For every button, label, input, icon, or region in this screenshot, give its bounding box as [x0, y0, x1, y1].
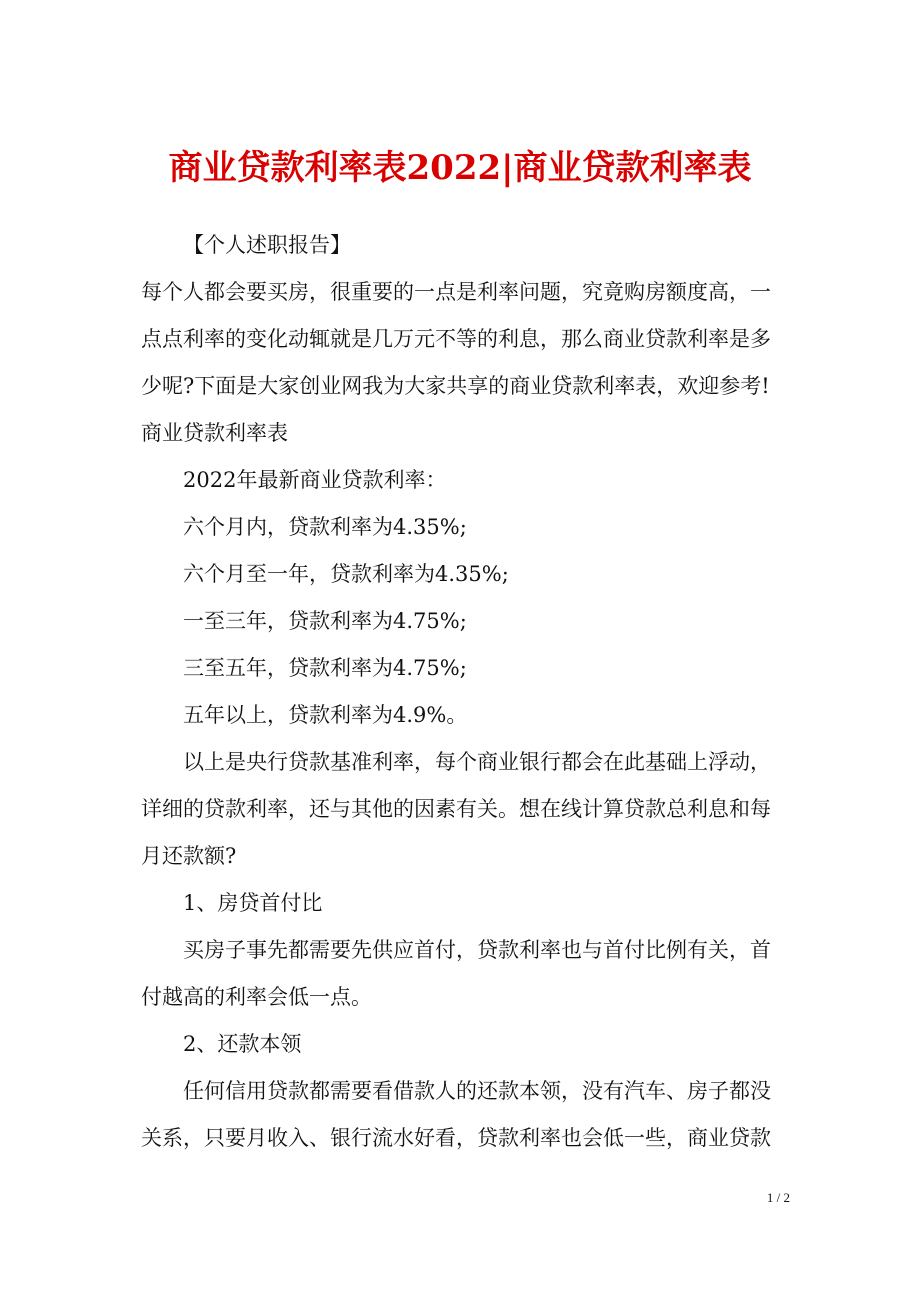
- paragraph-section-1-body: 买房子事先都需要先供应首付，贷款利率也与首付比例有关，首付越高的利率会低一点。: [141, 938, 771, 1009]
- paragraph-intro: 每个人都会要买房，很重要的一点是利率问题，究竟购房额度高，一点点利率的变化动辄就是几万元不等的利息，那么商业贷款利率是多少呢?下面是大家创业网我为大家共享的商业贷款利率表，欢迎参考!: [141, 280, 771, 398]
- document-title: 商业贷款利率表2022|商业贷款利率表: [168, 148, 752, 188]
- paragraph-rate-6-months: 六个月内，贷款利率为4.35%;: [183, 515, 467, 539]
- paragraph-rate-1-3-years: 一至三年，贷款利率为4.75%;: [183, 609, 467, 633]
- paragraph-rate-over-5-years: 五年以上，贷款利率为4.9%。: [183, 703, 468, 727]
- paragraph-section-2-heading: 2、还款本领: [183, 1032, 302, 1056]
- paragraph-rate-heading: 2022年最新商业贷款利率：: [183, 468, 447, 492]
- page-number: 1 / 2: [766, 1190, 790, 1205]
- paragraph-rate-6-months-1-year: 六个月至一年，贷款利率为4.35%;: [183, 562, 509, 586]
- paragraph-benchmark-note: 以上是央行贷款基准利率，每个商业银行都会在此基础上浮动，详细的贷款利率，还与其他的因素有关。想在线计算贷款总利息和每月还款额?: [141, 750, 771, 868]
- document-body: [141, 222, 786, 1162]
- paragraph-subheading: 商业贷款利率表: [141, 421, 288, 445]
- paragraph-section-2-body: 任何信用贷款都需要看借款人的还款本领，没有汽车、房子都没关系，只要月收入、银行流水好看，贷款利率也会低一些，商业贷款: [141, 1079, 771, 1150]
- paragraph-rate-3-5-years: 三至五年，贷款利率为4.75%;: [183, 656, 467, 680]
- paragraph-category-tag: 【个人述职报告】: [183, 233, 351, 257]
- paragraph-section-1-heading: 1、房贷首付比: [183, 891, 323, 915]
